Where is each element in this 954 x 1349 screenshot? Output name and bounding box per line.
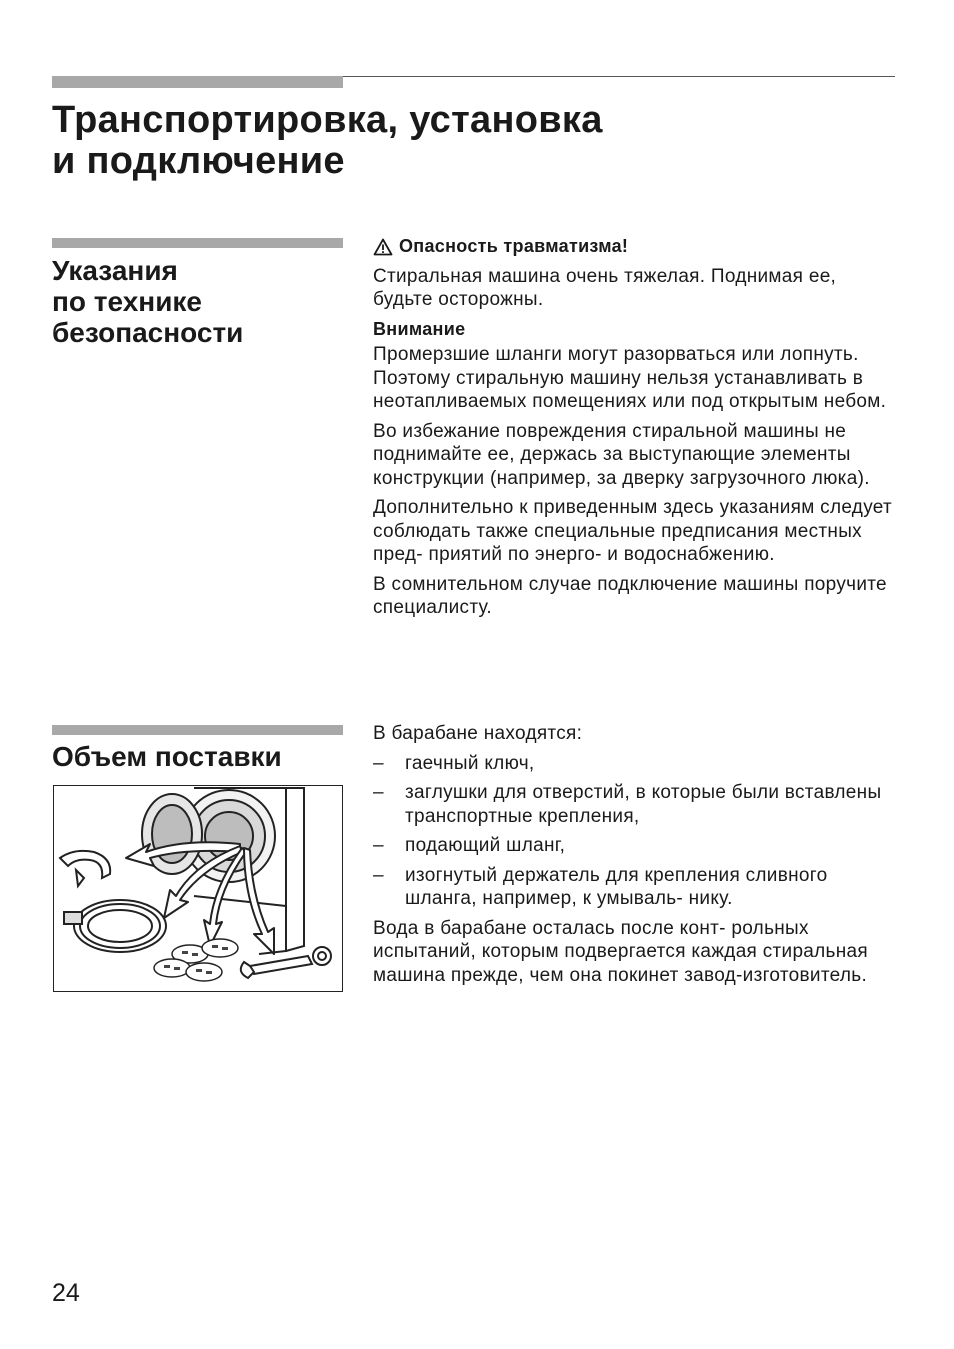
safety-heading-line2: по технике — [52, 286, 202, 317]
warning-label: Опасность травматизма! — [399, 236, 629, 256]
list-item-text: изогнутый держатель для крепления сливного шланга, например, к умываль- нику. — [405, 864, 828, 909]
delivery-heading — [52, 741, 282, 772]
safety-para-lifting: Во избежание повреждения стиральной машины не поднимайте ее, держась за выступающие элементы конструкции (например, за дверку загрузочного люка). — [373, 420, 870, 489]
safety-heading-line1: Указания — [52, 255, 178, 286]
safety-para-specialist: В сомнительном случае подключение машины поручите специалисту. — [373, 573, 887, 618]
delivery-items — [373, 752, 899, 911]
washing-machine-accessories-image — [54, 786, 342, 991]
page-title — [52, 100, 603, 182]
attention-text: Промерзшие шланги могут разорваться или лопнуть. Поэтому стиральную машину нельзя устанавливать в неотапливаемых помещениях или под открытым небом. — [373, 344, 887, 412]
safety-heading-line3: безопасности — [52, 317, 244, 348]
header-bar — [52, 76, 343, 88]
list-item — [373, 781, 899, 828]
warning-text: Стиральная машина очень тяжелая. Поднимая ее, будьте осторожны. — [373, 265, 837, 310]
page-number: 24 — [52, 1279, 80, 1307]
list-item-text: гаечный ключ, — [405, 752, 535, 774]
list-item-text: заглушки для отверстий, в которые были вставлены транспортные крепления, — [405, 782, 882, 827]
delivery-intro: В барабане находятся: — [373, 723, 583, 744]
supply-hose — [64, 900, 166, 952]
hole-caps — [154, 939, 238, 981]
attention-label: Внимание — [373, 318, 466, 339]
delivery-content — [373, 722, 899, 993]
list-item — [373, 834, 899, 858]
page-title-line1: Транспортировка, установка — [52, 99, 603, 141]
dash-bullet: – — [373, 782, 384, 803]
list-item-text: подающий шланг, — [405, 835, 566, 856]
delivery-section-bar — [52, 725, 343, 735]
dash-bullet: – — [373, 864, 384, 886]
page-title-line2: и подключение — [52, 140, 345, 182]
delivery-illustration — [53, 785, 343, 992]
safety-para-regulations: Дополнительно к приведенным здесь указаниям следует соблюдать также специальные предписания местных пред- приятий по энерго- и водоснабжению. — [373, 497, 893, 565]
list-item — [373, 864, 899, 911]
warning-triangle-icon — [373, 238, 393, 256]
delivery-outro: Вода в барабане осталась после конт- рольных испытаний, которым подвергается каждая стиральная машина прежде, чем она покинет завод-изготовитель. — [373, 917, 869, 986]
dash-bullet: – — [373, 835, 384, 856]
safety-section-bar — [52, 238, 343, 248]
warning-heading — [373, 235, 899, 259]
safety-content — [373, 235, 899, 626]
hose-holder — [60, 851, 110, 886]
safety-heading — [52, 255, 243, 348]
dash-bullet: – — [373, 752, 384, 774]
list-item — [373, 752, 899, 776]
delivery-heading-text: Объем поставки — [52, 741, 282, 772]
